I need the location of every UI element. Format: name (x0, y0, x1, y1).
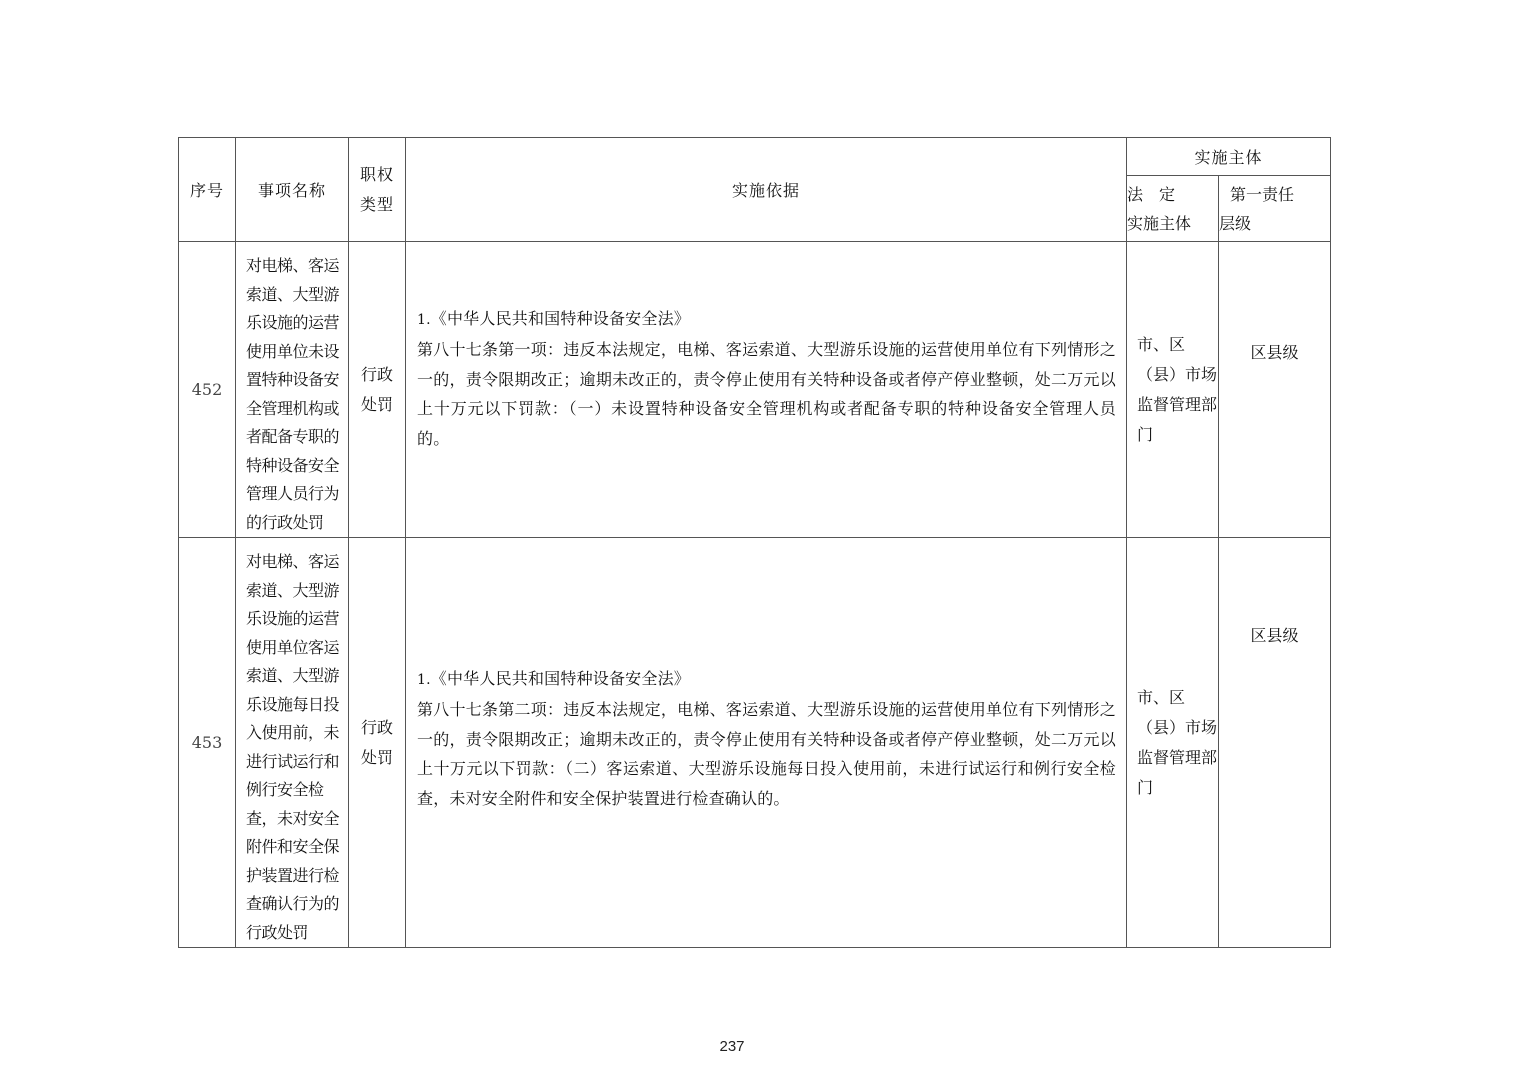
row-power-type (349, 538, 406, 948)
header-implementer: 实施主体 (1127, 138, 1331, 176)
power-list-table (178, 137, 1331, 948)
row-seq: 453 (179, 538, 236, 948)
page-number: 237 (719, 1038, 745, 1055)
row-law-number: 1. (417, 671, 431, 688)
row-law-title-text: 《中华人民共和国特种设备安全法》 (430, 668, 690, 688)
row-first-responsible-text: 区县级 (1250, 625, 1299, 645)
row-first-responsible (1219, 242, 1331, 538)
row-power-type-line1: 行政 (360, 364, 393, 384)
header-legal-implementer-line2: 实施主体 (1127, 213, 1192, 233)
row-power-type-line1: 行政 (360, 717, 393, 737)
row-seq: 452 (179, 242, 236, 538)
header-first-responsible-line1: 第一责任 (1230, 184, 1295, 204)
header-first-responsible-line2: 层级 (1219, 213, 1252, 233)
row-law-title (417, 304, 1116, 336)
header-item-name: 事项名称 (236, 138, 349, 242)
row-power-type-line2: 处罚 (360, 747, 393, 767)
row-power-type-line2: 处罚 (360, 394, 393, 414)
row-item-name-text: 对电梯、客运索道、大型游乐设施的运营使用单位未设置特种设备安全管理机构或者配备专职的特种设备安全管理人员行为的行政处罚 (246, 256, 340, 532)
row-basis (406, 538, 1127, 948)
row-legal-implementer: 市、区（县）市场监督管理部门 (1127, 538, 1219, 948)
row-basis (406, 242, 1127, 538)
row-power-type (349, 242, 406, 538)
header-legal-implementer-line1: 法 定 (1127, 184, 1176, 204)
table-row (179, 242, 1331, 538)
header-power-type-line2: 类型 (359, 194, 394, 214)
row-law-title (417, 664, 1116, 696)
row-legal-implementer: 市、区（县）市场监督管理部门 (1127, 242, 1219, 538)
header-first-responsible (1219, 176, 1331, 242)
header-power-type-line1: 职权 (359, 164, 394, 184)
row-item-name (236, 242, 349, 538)
header-basis: 实施依据 (406, 138, 1127, 242)
header-seq: 序号 (179, 138, 236, 242)
row-law-title-text: 《中华人民共和国特种设备安全法》 (430, 308, 690, 328)
header-legal-implementer (1127, 176, 1219, 242)
header-power-type (349, 138, 406, 242)
row-first-responsible (1219, 538, 1331, 948)
row-basis-text: 第八十七条第一项：违反本法规定，电梯、客运索道、大型游乐设施的运营使用单位有下列情形之一的，责令限期改正；逾期未改正的，责令停止使用有关特种设备或者停产停业整顿，处二万元以上十万元以下罚款：（一）未设置特种设备安全管理机构或者配备专职的特种设备安全管理人员的。 (417, 340, 1116, 448)
row-item-name (236, 538, 349, 948)
row-first-responsible-text: 区县级 (1250, 342, 1299, 362)
row-item-name-text: 对电梯、客运索道、大型游乐设施的运营使用单位客运索道、大型游乐设施每日投入使用前，未进行试运行和例行安全检查，未对安全附件和安全保护装置进行检查确认行为的行政处罚 (246, 552, 340, 942)
row-law-number: 1. (417, 311, 431, 328)
table-row (179, 538, 1331, 948)
row-basis-text: 第八十七条第二项：违反本法规定，电梯、客运索道、大型游乐设施的运营使用单位有下列情形之一的，责令限期改正；逾期未改正的，责令停止使用有关特种设备或者停产停业整顿，处二万元以上十万元以下罚款：（二）客运索道、大型游乐设施每日投入使用前，未进行试运行和例行安全检查，未对安全附件和安全保护装置进行检查确认的。 (417, 700, 1116, 808)
